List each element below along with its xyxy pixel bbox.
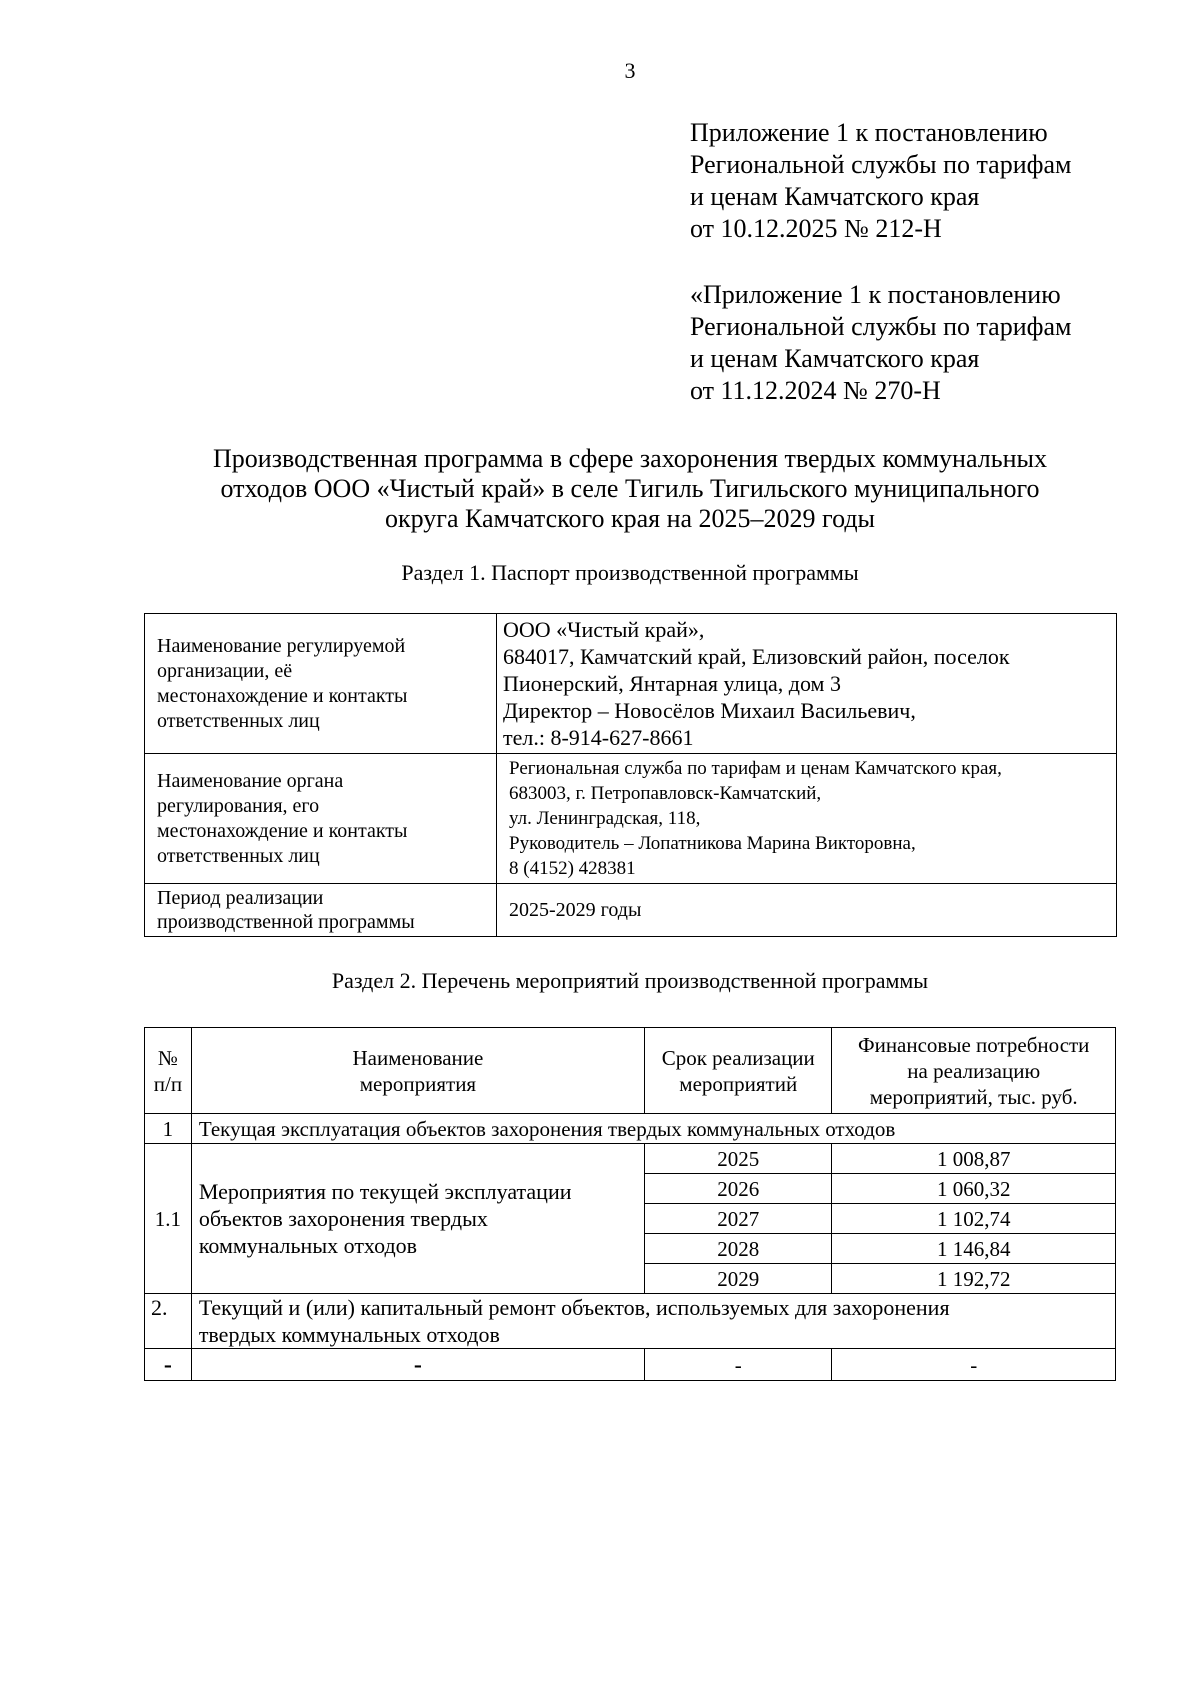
header-line: Финансовые потребности xyxy=(857,1032,1090,1057)
group-row xyxy=(145,1294,1116,1349)
header-line: мероприятия xyxy=(359,1071,477,1096)
year-cell: 2026 xyxy=(645,1174,832,1204)
passport-label xyxy=(145,884,497,937)
label-line: организации, её xyxy=(157,659,293,682)
passport-value xyxy=(497,754,1117,884)
passport-value xyxy=(497,884,1117,937)
item-num: 1.1 xyxy=(145,1144,192,1294)
dash-cell: - xyxy=(832,1349,1116,1381)
table-row xyxy=(145,754,1117,884)
appendix-line: Региональной службы по тарифам xyxy=(690,150,1072,179)
passport-label xyxy=(145,614,497,754)
amount-cell: 1 102,74 xyxy=(832,1204,1116,1234)
title-line: округа Камчатского края на 2025–2029 годы xyxy=(384,504,876,533)
group-num: 1 xyxy=(145,1114,192,1144)
year-cell: 2029 xyxy=(645,1264,832,1294)
group-title-line: твердых коммунальных отходов xyxy=(198,1322,500,1347)
header-finance xyxy=(832,1028,1116,1114)
item-name xyxy=(191,1144,644,1294)
label-line: Период реализации xyxy=(157,887,324,909)
appendix-line: от 11.12.2024 № 270-Н xyxy=(690,376,941,405)
label-line: регулирования, его xyxy=(157,794,320,817)
value-line: 8 (4152) 428381 xyxy=(509,858,636,879)
table-row xyxy=(145,1144,1116,1174)
group-title-line: Текущий и (или) капитальный ремонт объектов, используемых для захоронения xyxy=(198,1295,950,1320)
dash-cell: - xyxy=(145,1349,192,1381)
item-name-line: Мероприятия по текущей эксплуатации xyxy=(198,1179,572,1204)
amount-cell: 1 146,84 xyxy=(832,1234,1116,1264)
appendix-line: Региональной службы по тарифам xyxy=(690,312,1072,341)
value-line: Пионерский, Янтарная улица, дом 3 xyxy=(503,671,841,696)
appendix-line: и ценам Камчатского края xyxy=(690,344,980,373)
label-line: Наименование органа xyxy=(157,769,344,792)
label-line: местонахождение и контакты xyxy=(157,684,408,707)
header-term xyxy=(645,1028,832,1114)
table-row xyxy=(145,884,1117,937)
value-line: ул. Ленинградская, 118, xyxy=(509,808,701,829)
table-row xyxy=(145,614,1117,754)
value-line: Руководитель – Лопатникова Марина Викторовна, xyxy=(509,833,916,854)
header-num xyxy=(145,1028,192,1114)
label-line: ответственных лиц xyxy=(157,709,320,732)
year-cell: 2025 xyxy=(645,1144,832,1174)
page-number: 3 xyxy=(624,58,636,83)
section2-title: Раздел 2. Перечень мероприятий производственной программы xyxy=(331,968,929,993)
value-line: 2025-2029 годы xyxy=(509,899,642,921)
group-title: Текущая эксплуатация объектов захоронения твердых коммунальных отходов xyxy=(191,1114,1115,1144)
appendix-line: и ценам Камчатского края xyxy=(690,182,980,211)
item-name-line: объектов захоронения твердых xyxy=(198,1206,488,1231)
appendix-line: Приложение 1 к постановлению xyxy=(690,118,1048,147)
header-line: Наименование xyxy=(352,1045,484,1070)
passport-table xyxy=(144,613,1117,937)
header-line: на реализацию xyxy=(907,1058,1041,1083)
dash-cell: - xyxy=(645,1349,832,1381)
appendix-previous xyxy=(690,279,1071,407)
title-line: отходов ООО «Чистый край» в селе Тигиль Тигильского муниципального xyxy=(220,474,1040,503)
label-line: Наименование регулируемой xyxy=(157,634,406,657)
label-line: ответственных лиц xyxy=(157,844,320,867)
passport-label xyxy=(145,754,497,884)
label-line: производственной программы xyxy=(157,911,415,933)
amount-cell: 1 008,87 xyxy=(832,1144,1116,1174)
dash-cell: - xyxy=(191,1349,644,1381)
value-line: ООО «Чистый край», xyxy=(503,617,705,642)
year-cell: 2028 xyxy=(645,1234,832,1264)
appendix-line: «Приложение 1 к постановлению xyxy=(690,280,1061,309)
appendix-current xyxy=(690,117,1071,245)
value-line: Региональная служба по тарифам и ценам Камчатского края, xyxy=(509,758,1002,779)
header-line: Срок реализации xyxy=(661,1045,815,1070)
header-line: мероприятий xyxy=(679,1071,798,1096)
events-table xyxy=(144,1027,1116,1381)
label-line: местонахождение и контакты xyxy=(157,819,408,842)
passport-value xyxy=(497,614,1117,754)
section1-title: Раздел 1. Паспорт производственной программы xyxy=(401,560,859,585)
value-line: 684017, Камчатский край, Елизовский район, поселок xyxy=(503,644,1010,669)
value-line: Директор – Новосёлов Михаил Васильевич, xyxy=(503,698,916,723)
amount-cell: 1 192,72 xyxy=(832,1264,1116,1294)
document-title xyxy=(150,444,1110,534)
header-line: № xyxy=(157,1045,178,1070)
header-line: мероприятий, тыс. руб. xyxy=(869,1084,1078,1109)
title-line: Производственная программа в сфере захоронения твердых коммунальных xyxy=(213,444,1047,473)
table-row xyxy=(145,1349,1116,1381)
header-line: п/п xyxy=(153,1071,183,1096)
table-header-row xyxy=(145,1028,1116,1114)
item-name-line: коммунальных отходов xyxy=(198,1233,418,1258)
appendix-line: от 10.12.2025 № 212-Н xyxy=(690,214,942,243)
value-line: 683003, г. Петропавловск-Камчатский, xyxy=(509,783,822,804)
group-title xyxy=(191,1294,1115,1349)
year-cell: 2027 xyxy=(645,1204,832,1234)
amount-cell: 1 060,32 xyxy=(832,1174,1116,1204)
header-name xyxy=(191,1028,644,1114)
value-line: тел.: 8-914-627-8661 xyxy=(503,725,694,750)
group-row xyxy=(145,1114,1116,1144)
group-num: 2. xyxy=(145,1294,192,1349)
